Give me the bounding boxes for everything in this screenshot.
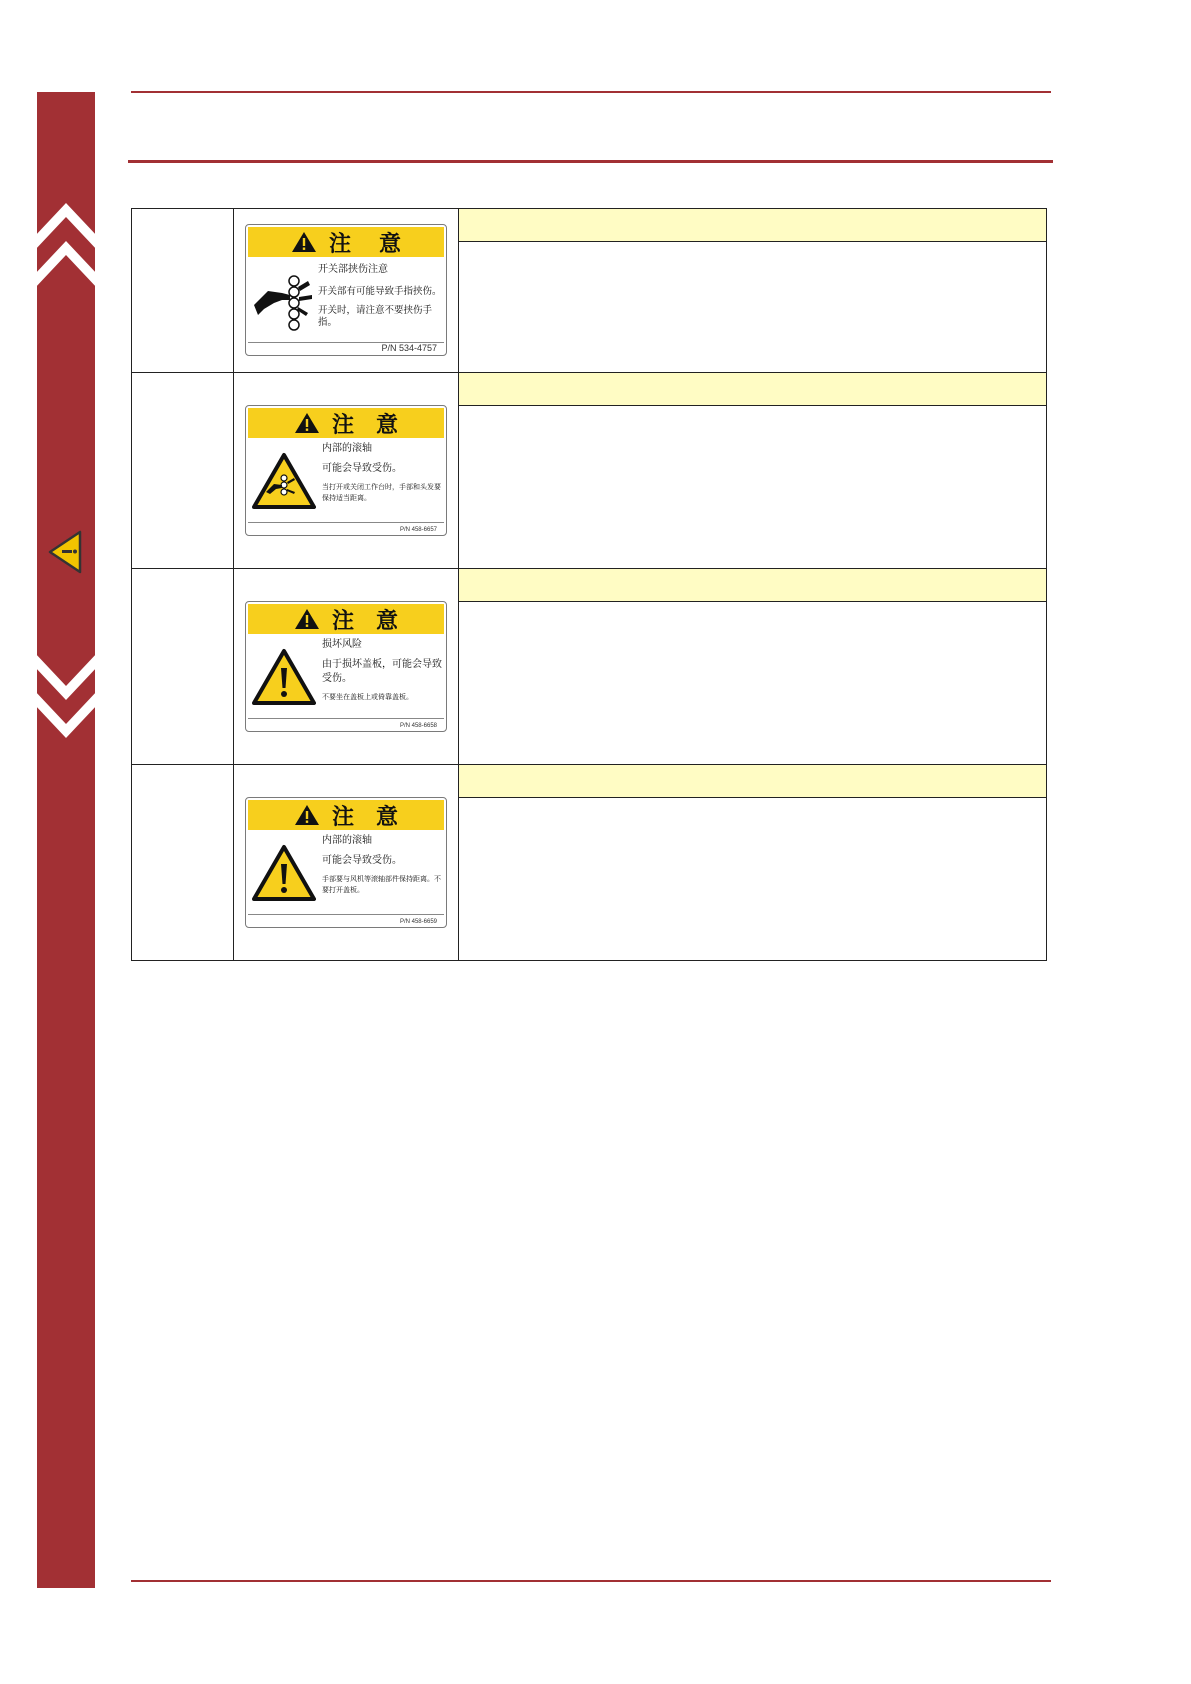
description-cell — [459, 373, 1047, 569]
part-number: P/N 458-6658 — [399, 723, 437, 729]
back-arrow-icon[interactable] — [48, 530, 82, 574]
caution-banner — [248, 408, 444, 438]
location-cell — [132, 569, 234, 765]
description-header — [459, 569, 1046, 602]
description-header — [459, 373, 1046, 406]
label-line-1: 开关部挟伤注意 — [318, 264, 388, 275]
label-line-3: 不要坐在盖板上或倚靠盖板。 — [322, 693, 413, 701]
label-image-cell — [234, 569, 459, 765]
banner-word-1: 注 — [331, 804, 354, 830]
caution-label — [245, 405, 447, 536]
location-cell — [132, 765, 234, 961]
label-divider — [248, 522, 444, 523]
banner-word-1: 注 — [331, 412, 354, 438]
label-image-cell — [234, 209, 459, 373]
roller-hazard-icon — [252, 452, 316, 510]
header-bottom-rule — [128, 160, 1053, 163]
chevron-down-icon[interactable] — [34, 646, 98, 738]
label-text — [318, 263, 444, 329]
part-number: P/N 458-6659 — [399, 919, 437, 925]
part-number: P/N 458-6657 — [399, 527, 437, 533]
label-line-3: 当打开或关闭工作台时，手部和头发要保持适当距离。 — [322, 483, 441, 502]
location-cell — [132, 373, 234, 569]
header-top-rule — [131, 91, 1051, 93]
caution-label — [245, 224, 447, 356]
warning-triangle-icon — [294, 608, 320, 630]
banner-word-1: 注 — [331, 608, 354, 634]
label-line-2: 开关部有可能导致手指挟伤。 — [318, 286, 442, 297]
caution-label — [245, 797, 447, 928]
part-number: P/N 534-4757 — [381, 343, 437, 353]
table-row — [132, 373, 1047, 569]
banner-word-2: 意 — [376, 608, 399, 634]
caution-banner — [248, 227, 444, 257]
label-line-2: 可能会导致受伤。 — [322, 855, 402, 866]
description-header — [459, 765, 1046, 798]
label-line-3: 开关时，请注意不要挟伤手指。 — [318, 305, 433, 328]
table-row — [132, 569, 1047, 765]
description-cell — [459, 209, 1047, 373]
caution-banner — [248, 604, 444, 634]
table-row — [132, 765, 1047, 961]
sidebar-bar — [37, 92, 95, 1588]
exclamation-warning-icon — [252, 648, 316, 706]
warning-triangle-icon — [291, 231, 317, 253]
label-divider — [248, 718, 444, 719]
warning-triangle-icon — [294, 804, 320, 826]
label-text — [322, 834, 444, 896]
caution-label — [245, 601, 447, 732]
label-line-1: 内部的滚轴 — [322, 443, 372, 454]
chevron-up-icon[interactable] — [34, 203, 98, 295]
label-line-2: 可能会导致受伤。 — [322, 463, 402, 474]
footer-rule — [131, 1580, 1051, 1582]
exclamation-warning-icon — [252, 844, 316, 902]
label-line-1: 损坏风险 — [322, 639, 362, 650]
label-text — [322, 442, 444, 504]
label-image-cell — [234, 765, 459, 961]
banner-word-2: 意 — [376, 804, 399, 830]
description-header — [459, 209, 1046, 242]
pinch-hand-icon — [252, 275, 316, 331]
warning-label-table — [131, 208, 1047, 961]
label-divider — [248, 914, 444, 915]
banner-word-1: 注 — [328, 231, 351, 257]
banner-word-2: 意 — [376, 412, 399, 438]
label-line-1: 内部的滚轴 — [322, 835, 372, 846]
warning-triangle-icon — [294, 412, 320, 434]
description-cell — [459, 765, 1047, 961]
location-cell — [132, 209, 234, 373]
banner-word-2: 意 — [379, 231, 402, 257]
table-row — [132, 209, 1047, 373]
label-text — [322, 638, 444, 703]
description-cell — [459, 569, 1047, 765]
caution-banner — [248, 800, 444, 830]
label-image-cell — [234, 373, 459, 569]
label-line-3: 手部要与风机等滚轴部件保持距离。不要打开盖板。 — [322, 875, 441, 894]
label-line-2: 由于损坏盖板，可能会导致受伤。 — [322, 659, 442, 684]
